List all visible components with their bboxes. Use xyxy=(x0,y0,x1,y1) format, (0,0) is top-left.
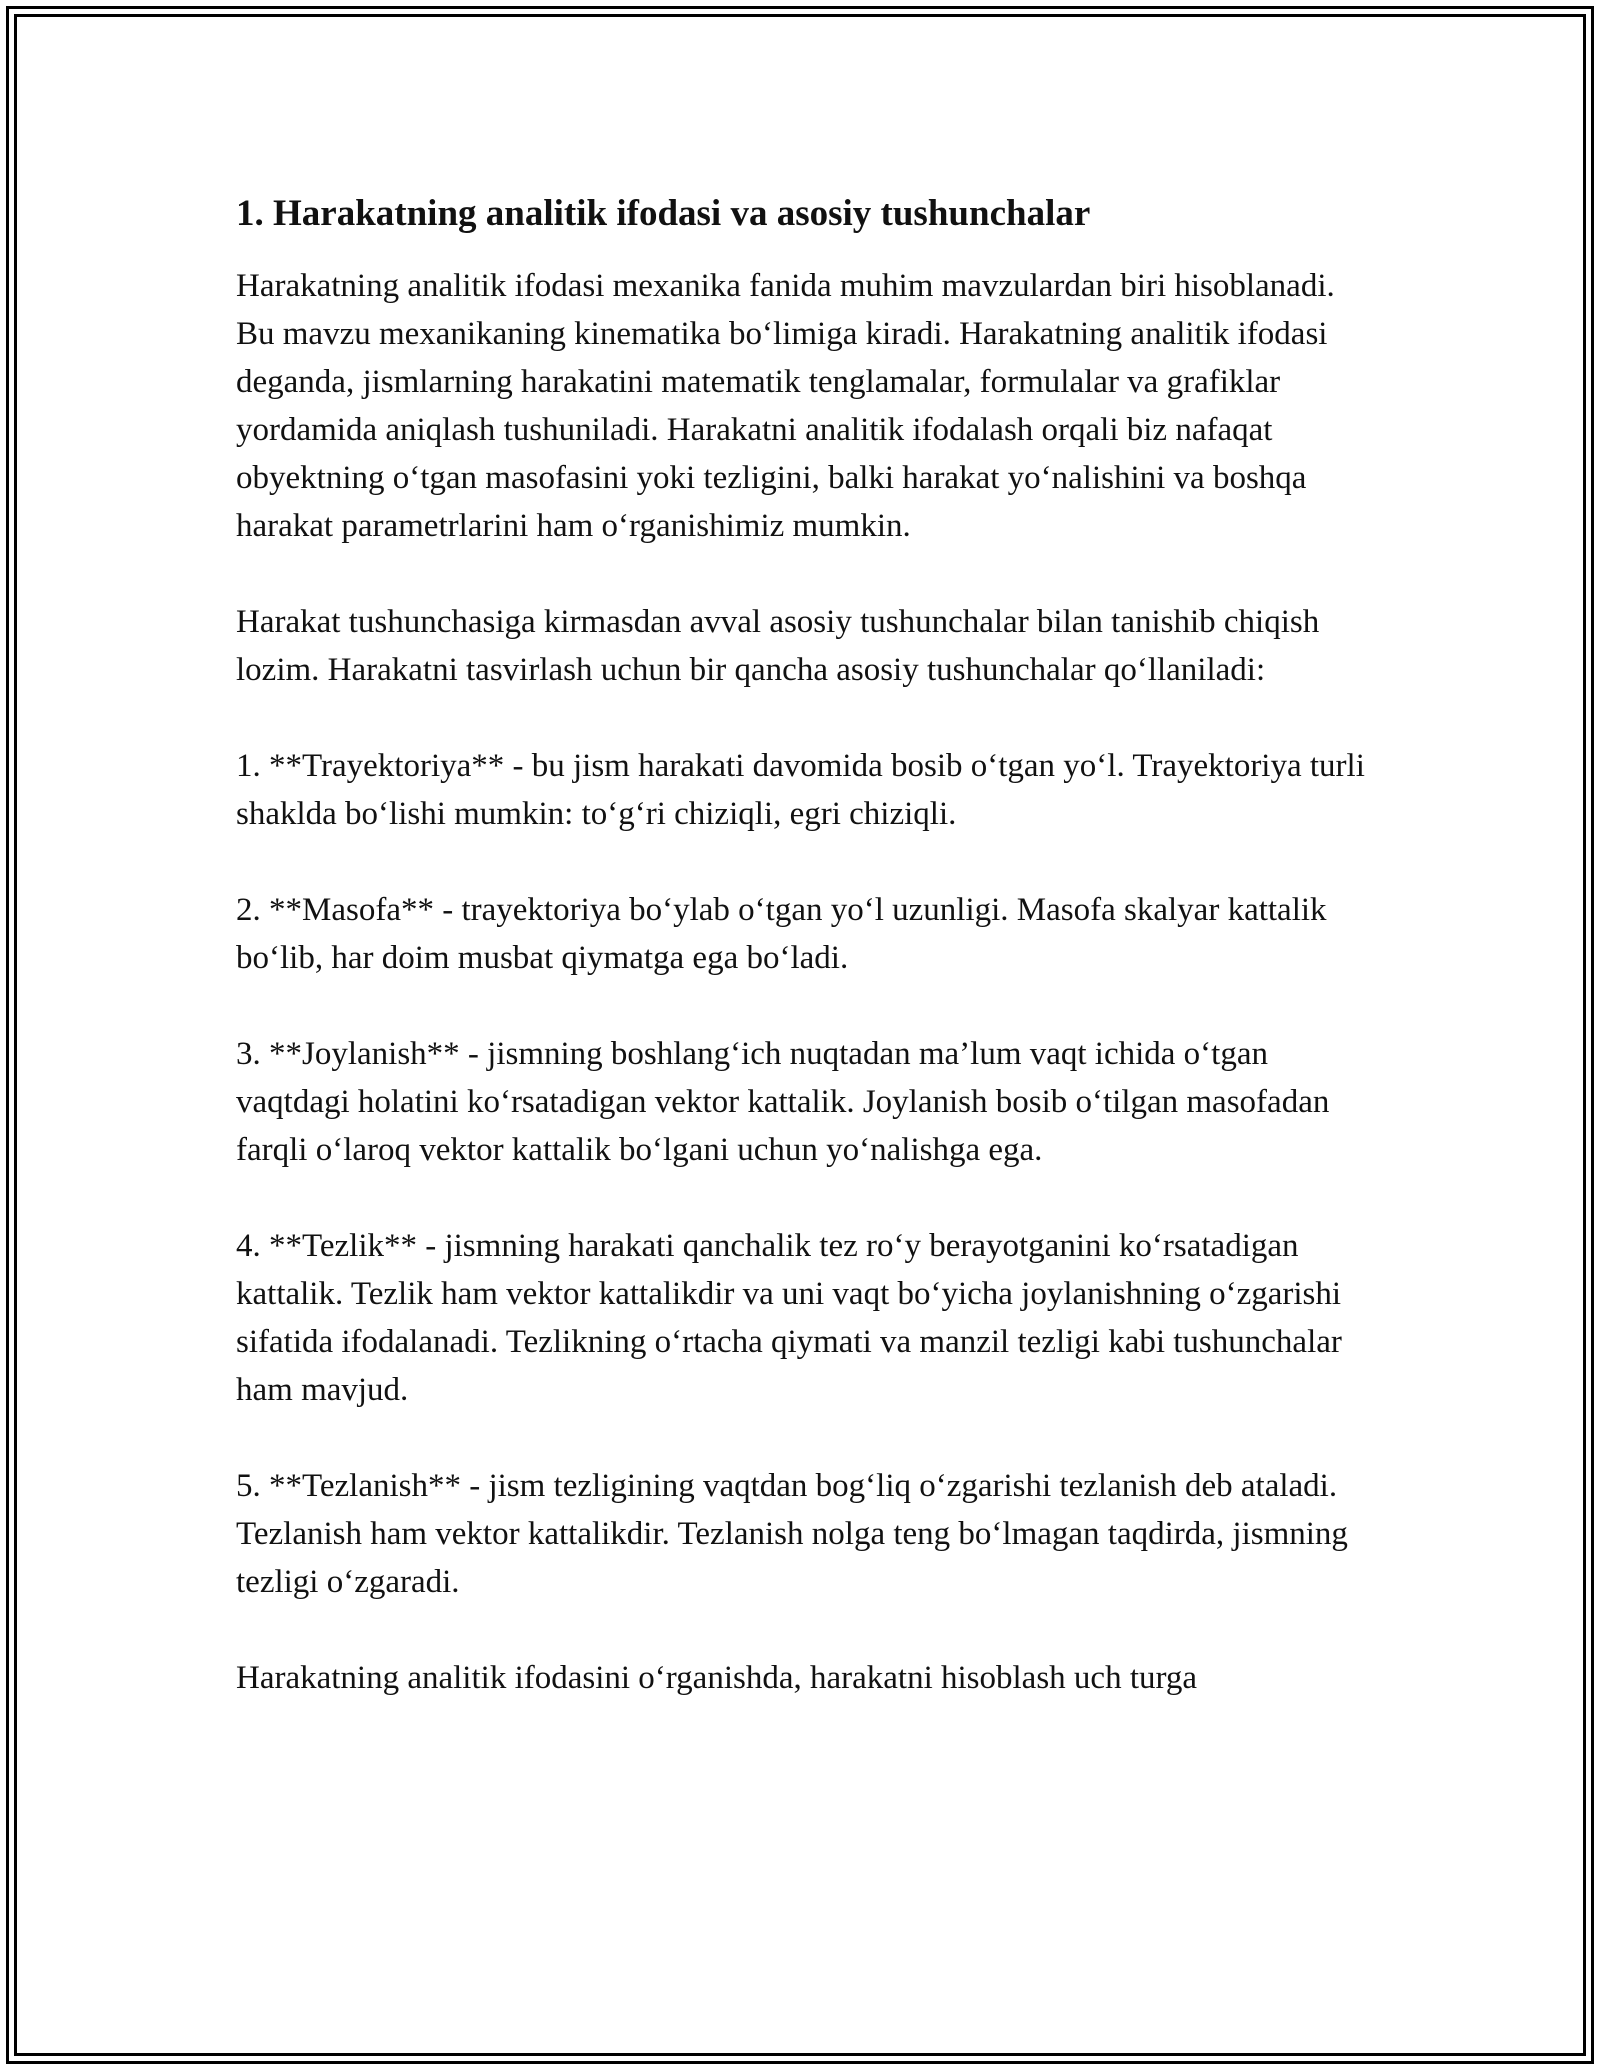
list-item-displacement: 3. **Joylanish** - jismning boshlangʻich nuqtadan ma’lum vaqt ichida oʻtgan vaqtdagi holatini koʻrsatadigan vektor kattalik. Joylanish bosib oʻtilgan masofadan farqli oʻlaroq vektor kattalik boʻlgani uchun yoʻnalishga ega. xyxy=(236,1036,1330,1168)
document-body xyxy=(236,190,1366,1750)
paragraph-basic-concepts: Harakat tushunchasiga kirmasdan avval asosiy tushunchalar bilan tanishib chiqish lozim. Harakatni tasvirlash uchun bir qancha asosiy tushunchalar qoʻllaniladi: xyxy=(236,604,1320,688)
section-heading: 1. Harakatning analitik ifodasi va asosiy tushunchalar xyxy=(236,193,1091,234)
list-item-distance: 2. **Masofa** - trayektoriya boʻylab oʻtgan yoʻl uzunligi. Masofa skalyar kattalik boʻlib, har doim musbat qiymatga ega boʻladi. xyxy=(236,892,1327,976)
list-item-velocity: 4. **Tezlik** - jismning harakati qanchalik tez roʻy berayotganini koʻrsatadigan kattalik. Tezlik ham vektor kattalikdir va uni vaqt boʻyicha joylanishning oʻzgarishi sifatida ifodalanadi. Tezlikning oʻrtacha qiymati va manzil tezligi kabi tushunchalar ham mavjud. xyxy=(236,1228,1342,1408)
paragraph-intro: Harakatning analitik ifodasi mexanika fanida muhim mavzulardan biri hisoblanadi. Bu mavzu mexanikaning kinematika boʻlimiga kiradi. Harakatning analitik ifodasi deganda, jismlarning harakatini matematik tenglamalar, formulalar va grafiklar yordamida aniqlash tushuniladi. Harakatni analitik ifodalash orqali biz nafaqat obyektning oʻtgan masofasini yoki tezligini, balki harakat yoʻnalishini va boshqa harakat parametrlarini ham oʻrganishimiz mumkin. xyxy=(236,268,1335,544)
list-item-trajectory: 1. **Trayektoriya** - bu jism harakati davomida bosib oʻtgan yoʻl. Trayektoriya turli shaklda boʻlishi mumkin: toʻgʻri chiziqli, egri chiziqli. xyxy=(236,748,1365,832)
list-item-acceleration: 5. **Tezlanish** - jism tezligining vaqtdan bogʻliq oʻzgarishi tezlanish deb ataladi. Tezlanish ham vektor kattalikdir. Tezlanish nolga teng boʻlmagan taqdirda, jismning tezligi oʻzgaradi. xyxy=(236,1468,1348,1600)
paragraph-closing: Harakatning analitik ifodasini oʻrganishda, harakatni hisoblash uch turga xyxy=(236,1660,1198,1696)
